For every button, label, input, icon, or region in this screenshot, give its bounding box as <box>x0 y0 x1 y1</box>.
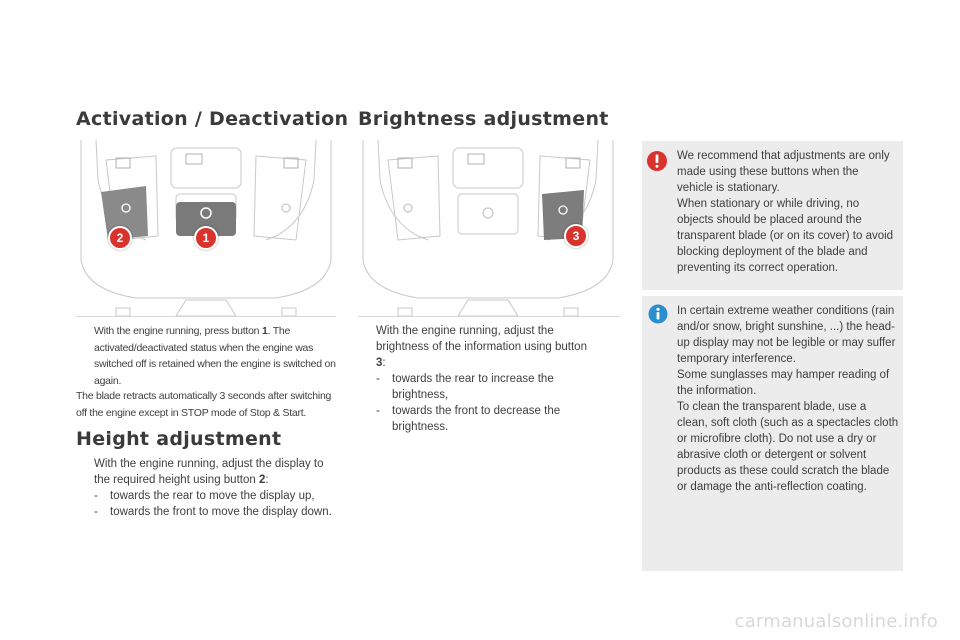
height-dash-item-1: - towards the rear to move the display up, <box>94 490 315 502</box>
info-icon <box>648 304 668 324</box>
info-notice <box>642 296 903 571</box>
bullet-icon <box>76 456 94 488</box>
warning-notice <box>642 141 903 290</box>
bullet-icon <box>358 323 376 371</box>
brightness-step-text: With the engine running, adjust the brightness of the information using button 3: <box>376 325 587 369</box>
activation-step-text: With the engine running, press button 1. The activated/deactivated status when the engine was switched off is retained when the engine is switched on again. <box>94 325 336 387</box>
warning-text: We recommend that adjustments are only made using these buttons when the vehicle is stationary. When stationary or while driving, no objects should be placed around the transparent blade (or on its cover) to avoid blocking deployment of the blade and preventing its correct operation. <box>677 150 894 274</box>
callout-3: 3 <box>564 224 588 248</box>
brightness-title: Brightness adjustment <box>358 108 609 130</box>
brightness-controls-figure <box>358 140 620 317</box>
callout-2: 2 <box>108 226 132 250</box>
height-display-controls-figure <box>76 140 336 317</box>
warning-icon <box>646 150 668 172</box>
bullet-icon <box>76 323 94 389</box>
watermark: carmanualsonline.info <box>734 611 938 632</box>
brightness-step <box>358 323 588 435</box>
info-text: In certain extreme weather conditions (rain and/or snow, bright sunshine, ...) the head-up display may not be legible or may suffer temporary interference. Some sunglasses may hamper reading of the information. To clean the transparent blade, use a clean, soft cloth (such as a spectacles cloth or microfibre cloth). Do not use a dry or abrasive cloth or detergent or solvent products as these could scratch the blade or damage the anti-reflection coating. <box>677 305 899 493</box>
callout-1: 1 <box>194 226 218 250</box>
activation-title: Activation / Deactivation <box>76 108 349 130</box>
height-step <box>76 456 338 520</box>
brightness-dash-item-1: - towards the rear to increase the brightness, <box>376 373 554 401</box>
activation-note: The blade retracts automatically 3 seconds after switching off the engine except in STOP mode of Stop & Start. <box>76 390 332 419</box>
height-dash-item-2: - towards the front to move the display down. <box>94 506 332 518</box>
brightness-dash-item-2: - towards the front to decrease the brightness. <box>376 405 561 433</box>
activation-step <box>76 323 338 389</box>
height-step-text: With the engine running, adjust the display to the required height using button 2: <box>94 458 324 486</box>
height-title: Height adjustment <box>76 428 282 450</box>
